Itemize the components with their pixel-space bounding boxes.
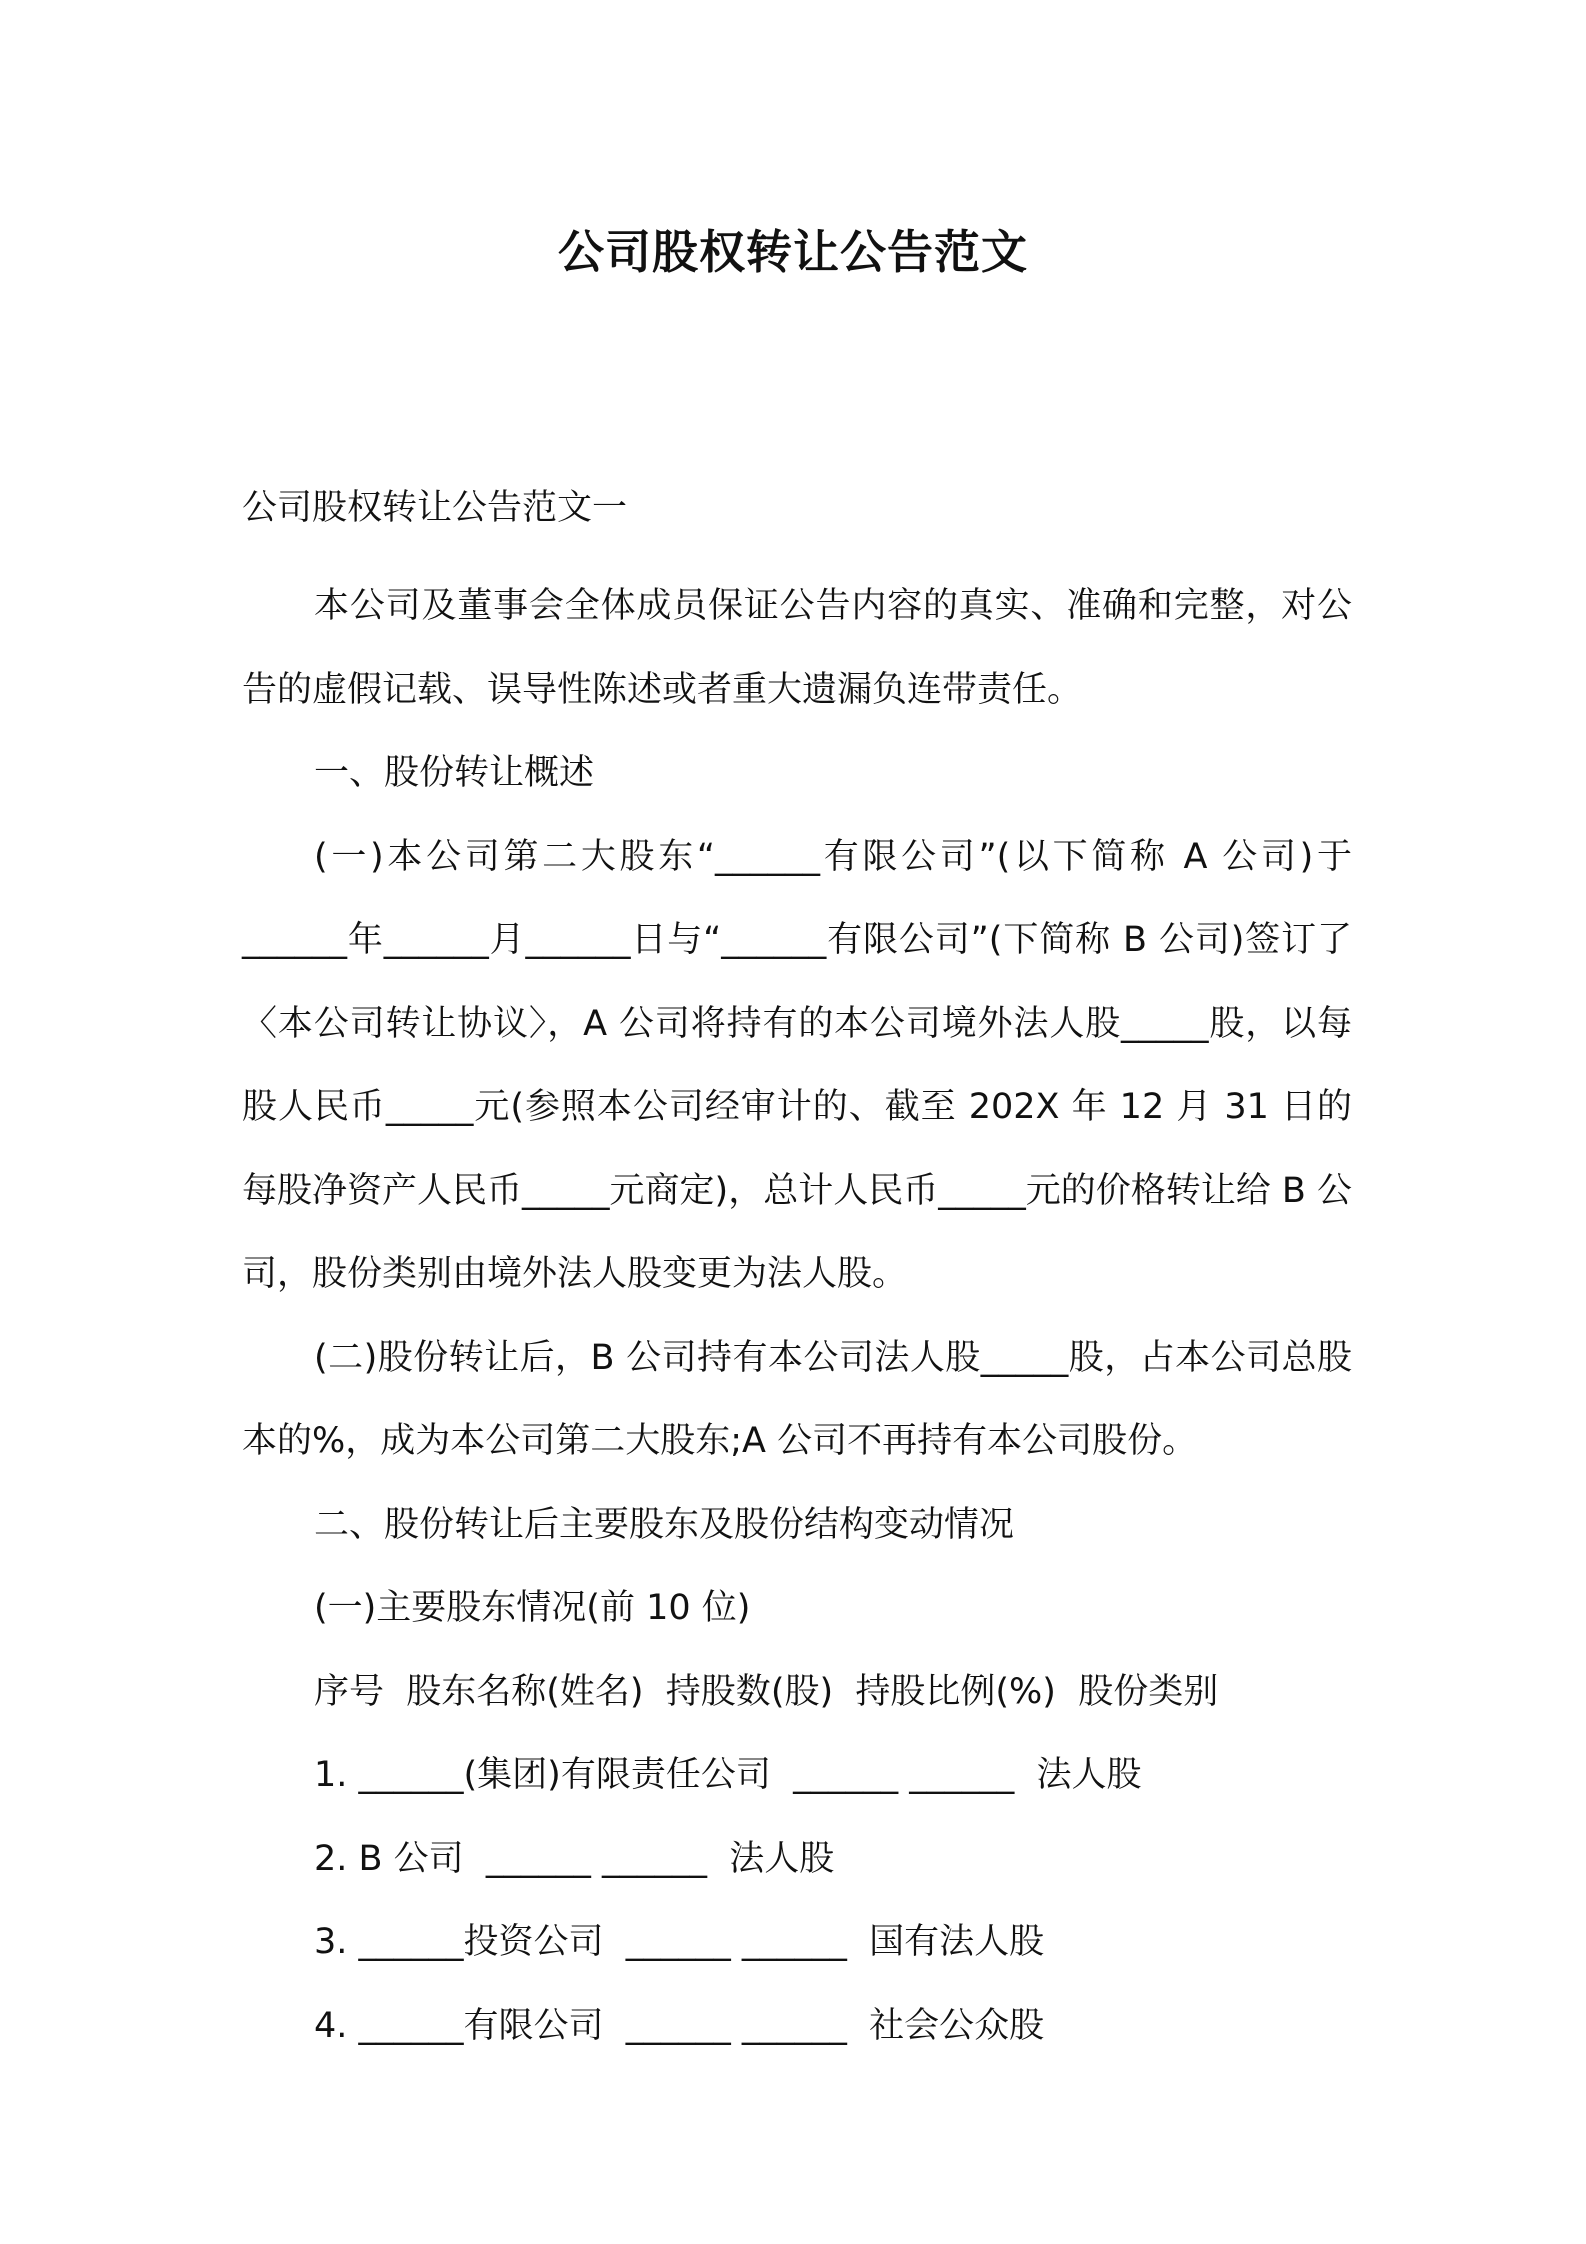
heading-structure-change: 二、股份转让后主要股东及股份结构变动情况: [314, 1504, 1015, 1545]
shareholder-row: 2. B 公司 ______ ______ 法人股: [314, 1838, 835, 1879]
paragraph-after-transfer: (二)股份转让后，B 公司持有本公司法人股_____股，占本公司总股本的%，成为本公司第二大股东;A 公司不再持有本公司股份。: [242, 1337, 1352, 1461]
paragraph-disclaimer: 本公司及董事会全体成员保证公告内容的真实、准确和完整，对公告的虚假记载、误导性陈述或者重大遗漏负连带责任。: [242, 586, 1352, 710]
document-body: [242, 565, 1352, 2068]
paragraph-transfer-details: (一)本公司第二大股东“______有限公司”(以下简称 A 公司)于______年______月______日与“______有限公司”(下简称 B 公司)签订了〈本公司转让协议〉，A 公司将持有的本公司境外法人股_____股，以每股人民币_____元(参照本公司经审计的、截至 202X 年 12 月 31 日的每股净资产人民币_____元商定)，总计人民币_____元的价格转让给 B 公司，股份类别由境外法人股变更为法人股。: [242, 836, 1352, 1294]
heading-overview: 一、股份转让概述: [314, 753, 595, 793]
document-title: 公司股权转让公告范文: [558, 225, 1028, 279]
shareholder-row: 4. ______有限公司 ______ ______ 社会公众股: [314, 2005, 1045, 2046]
heading-major-shareholders: (一)主要股东情况(前 10 位): [314, 1588, 751, 1628]
shareholder-table-header: 序号 股东名称(姓名) 持股数(股) 持股比例(%) 股份类别: [314, 1671, 1219, 1712]
shareholder-row: 1. ______(集团)有限责任公司 ______ ______ 法人股: [314, 1755, 1142, 1795]
shareholder-row: 3. ______投资公司 ______ ______ 国有法人股: [314, 1922, 1045, 1962]
section-subtitle: 公司股权转让公告范文一: [242, 488, 628, 528]
